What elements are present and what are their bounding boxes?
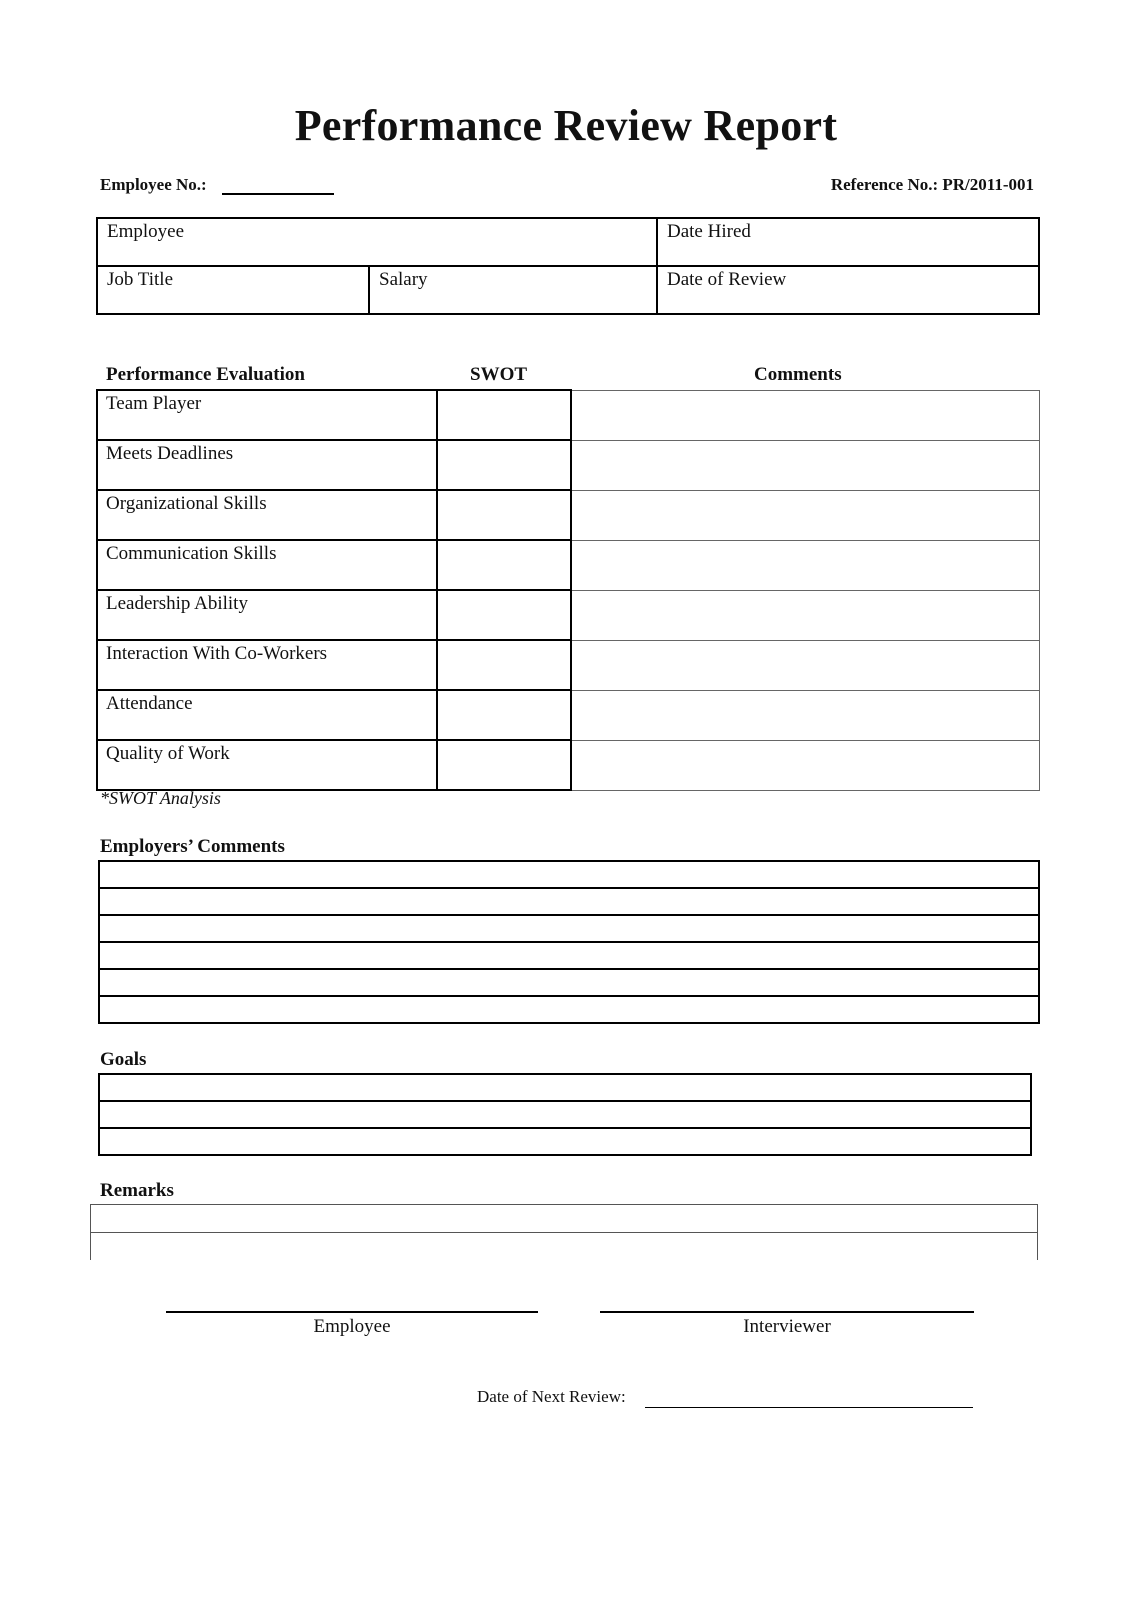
eval-swot-cell[interactable] — [437, 590, 571, 640]
next-review-label: Date of Next Review: — [477, 1387, 626, 1406]
employee-no-field[interactable] — [222, 193, 334, 195]
eval-comment-cell[interactable] — [571, 490, 1040, 540]
date-hired-label: Date Hired — [667, 221, 751, 242]
employee-cell[interactable] — [97, 218, 657, 266]
reference-no: Reference No.: PR/2011-001 — [830, 175, 1034, 194]
eval-swot-cell[interactable] — [437, 490, 571, 540]
eval-swot-cell[interactable] — [437, 540, 571, 590]
employee-signature-label: Employee — [313, 1316, 391, 1337]
interviewer-signature-label: Interviewer — [743, 1316, 831, 1337]
goal-line[interactable] — [99, 1101, 1031, 1128]
eval-criteria: Attendance — [97, 690, 437, 740]
eval-col-criteria: Performance Evaluation — [106, 364, 305, 385]
eval-row — [97, 590, 1040, 640]
eval-criteria: Organizational Skills — [97, 490, 437, 540]
eval-col-swot: SWOT — [470, 364, 528, 385]
date-hired-cell[interactable] — [657, 218, 1039, 266]
goals-heading: Goals — [100, 1049, 147, 1070]
comment-line[interactable] — [99, 915, 1039, 942]
eval-row — [97, 740, 1040, 790]
job-title-label: Job Title — [107, 269, 174, 290]
eval-comment-cell[interactable] — [571, 740, 1040, 790]
eval-criteria: Communication Skills — [97, 540, 437, 590]
eval-row — [97, 690, 1040, 740]
evaluation-table — [96, 389, 1040, 791]
eval-criteria: Quality of Work — [97, 740, 437, 790]
employee-info-table — [96, 217, 1040, 315]
next-review-field[interactable] — [645, 1407, 973, 1408]
eval-comment-cell[interactable] — [571, 640, 1040, 690]
goals-box — [98, 1073, 1032, 1156]
swot-footnote: *SWOT Analysis — [100, 788, 221, 808]
employers-comments-heading: Employers’ Comments — [100, 836, 285, 857]
eval-comment-cell[interactable] — [571, 440, 1040, 490]
comment-line[interactable] — [99, 969, 1039, 996]
eval-swot-cell[interactable] — [437, 640, 571, 690]
eval-comment-cell[interactable] — [571, 540, 1040, 590]
job-title-cell[interactable] — [97, 266, 369, 314]
employers-comments-box — [98, 860, 1040, 1024]
eval-col-comments: Comments — [754, 364, 842, 385]
eval-criteria: Leadership Ability — [97, 590, 437, 640]
date-of-review-label: Date of Review — [667, 269, 787, 290]
comment-line[interactable] — [99, 888, 1039, 915]
eval-swot-cell[interactable] — [437, 440, 571, 490]
eval-comment-cell[interactable] — [571, 390, 1040, 440]
comment-line[interactable] — [99, 861, 1039, 888]
eval-swot-cell[interactable] — [437, 390, 571, 440]
eval-comment-cell[interactable] — [571, 590, 1040, 640]
salary-cell[interactable] — [369, 266, 657, 314]
date-of-review-cell[interactable] — [657, 266, 1039, 314]
employee-no-label: Employee No.: — [100, 175, 207, 194]
page-title: Performance Review Report — [294, 101, 838, 150]
employee-signature-line[interactable] — [166, 1311, 538, 1313]
goal-line[interactable] — [99, 1128, 1031, 1155]
goal-line[interactable] — [99, 1074, 1031, 1101]
eval-row — [97, 440, 1040, 490]
eval-swot-cell[interactable] — [437, 740, 571, 790]
eval-row — [97, 390, 1040, 440]
eval-criteria: Meets Deadlines — [97, 440, 437, 490]
eval-comment-cell[interactable] — [571, 690, 1040, 740]
salary-label: Salary — [379, 269, 428, 290]
comment-line[interactable] — [99, 996, 1039, 1023]
eval-row — [97, 540, 1040, 590]
employee-label: Employee — [107, 221, 185, 242]
eval-criteria: Team Player — [97, 390, 437, 440]
interviewer-signature-line[interactable] — [600, 1311, 974, 1313]
eval-row — [97, 640, 1040, 690]
eval-row — [97, 490, 1040, 540]
eval-criteria: Interaction With Co-Workers — [97, 640, 437, 690]
comment-line[interactable] — [99, 942, 1039, 969]
eval-swot-cell[interactable] — [437, 690, 571, 740]
remarks-heading: Remarks — [100, 1180, 174, 1201]
